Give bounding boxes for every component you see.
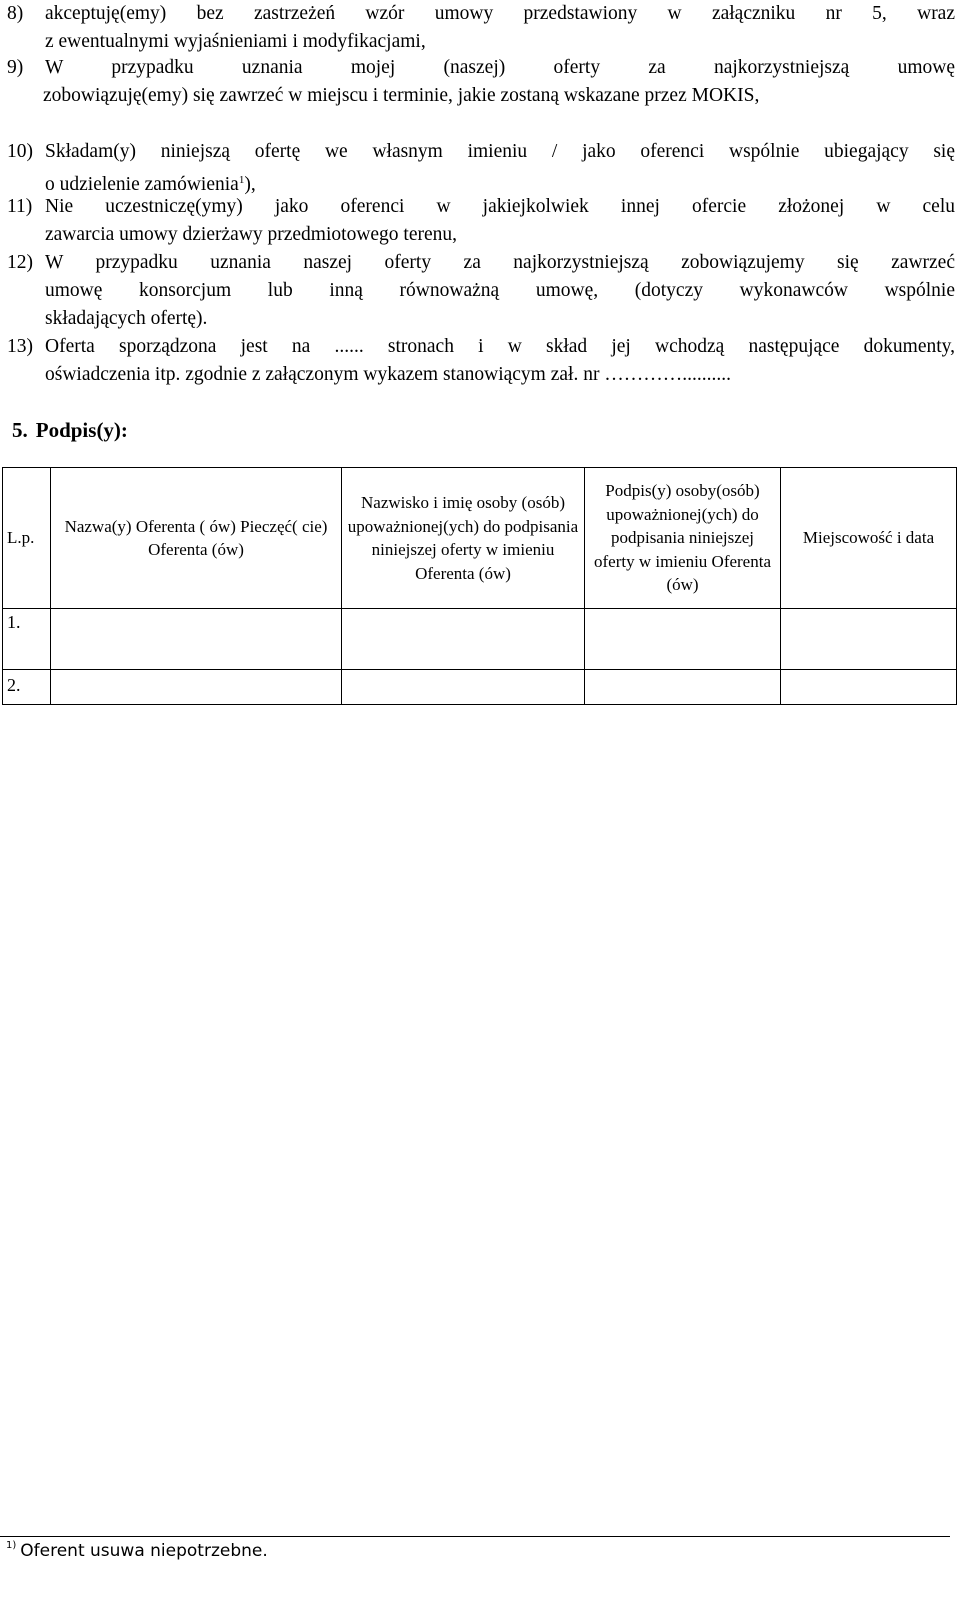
- footnote: [6, 1540, 268, 1561]
- section-title: Podpis(y):: [35, 418, 128, 442]
- place-date-cell[interactable]: [781, 670, 957, 705]
- item-text-line: Składam(y) niniejszą ofertę we własnym imieniu / jako oferenci wspólnie ubiegający się: [45, 141, 955, 162]
- list-item-10: [0, 138, 955, 199]
- list-item-11: [0, 193, 955, 249]
- item-text-line: W przypadku uznania naszej oferty za najkorzystniejszą zobowiązujemy się zawrzeć: [45, 252, 955, 273]
- item-text-line-2: umowę konsorcjum lub inną równoważną umowę, (dotyczy wykonawców wspólnie: [45, 280, 955, 301]
- footnote-separator: [0, 1536, 950, 1537]
- item-text-rest: zobowiązuję(emy) się zawrzeć w miejscu i terminie, jakie zostaną wskazane przez MOKIS,: [43, 85, 760, 106]
- place-date-cell[interactable]: [781, 609, 957, 670]
- item-number: 8): [7, 3, 24, 24]
- list-item-12: [0, 249, 955, 333]
- authorized-person-cell[interactable]: [342, 670, 585, 705]
- item-text-line: akceptuję(emy) bez zastrzeżeń wzór umowy przedstawiony w załączniku nr 5, wraz: [45, 3, 955, 24]
- signature-table: [2, 467, 957, 705]
- table-row: [3, 670, 957, 705]
- header-signature: Podpis(y) osoby(osób) upoważnionej(ych) do podpisania niniejszej oferty w imieniu Oferenta (ów): [585, 468, 781, 609]
- item-text-line: Oferta sporządzona jest na ...... stronach i w skład jej wchodzą następujące dokumenty,: [45, 336, 955, 357]
- table-header-row: [3, 468, 957, 609]
- signature-cell[interactable]: [585, 609, 781, 670]
- item-number: 13): [7, 336, 33, 357]
- signature-cell[interactable]: [585, 670, 781, 705]
- list-item-13: [0, 333, 955, 389]
- list-item-8: [0, 0, 955, 56]
- header-place-date: Miejscowość i data: [781, 468, 957, 609]
- item-text-rest: oświadczenia itp. zgodnie z załączonym wykazem stanowiącym zał. nr …………..........: [45, 364, 732, 385]
- offeror-name-cell[interactable]: [51, 670, 342, 705]
- item-number: 10): [7, 141, 33, 162]
- row-number: 2.: [3, 670, 51, 705]
- header-authorized-person: Nazwisko i imię osoby (osób) upoważnionej(ych) do podpisania niniejszej oferty w imieniu Oferenta (ów): [342, 468, 585, 609]
- item-text-rest-post: ),: [244, 174, 256, 195]
- item-number: 11): [7, 196, 33, 217]
- item-text-rest: z ewentualnymi wyjaśnieniami i modyfikacjami,: [45, 31, 426, 52]
- section-heading: [12, 418, 136, 443]
- offeror-name-cell[interactable]: [51, 609, 342, 670]
- footnote-mark: 1): [6, 1540, 17, 1551]
- item-text-rest: zawarcia umowy dzierżawy przedmiotowego terenu,: [45, 224, 458, 245]
- item-number: 12): [7, 252, 33, 273]
- authorized-person-cell[interactable]: [342, 609, 585, 670]
- footnote-reference: 1: [238, 174, 245, 186]
- item-text-rest: składających ofertę).: [45, 308, 208, 329]
- footnote-text: Oferent usuwa niepotrzebne.: [20, 1541, 268, 1561]
- item-number: 9): [7, 57, 24, 78]
- header-lp: L.p.: [3, 468, 51, 609]
- section-number: 5.: [12, 418, 28, 442]
- item-text-line: Nie uczestniczę(ymy) jako oferenci w jakiejkolwiek innej ofercie złożonej w celu: [45, 196, 955, 217]
- item-text-rest-pre: o udzielenie zamówienia: [45, 174, 239, 195]
- table-row: [3, 609, 957, 670]
- row-number: 1.: [3, 609, 51, 670]
- item-text-line: W przypadku uznania mojej (naszej) oferty za najkorzystniejszą umowę: [45, 57, 955, 78]
- header-offeror-name: Nazwa(y) Oferenta ( ów) Pieczęć( cie) Oferenta (ów): [51, 468, 342, 609]
- list-item-9: [0, 54, 955, 110]
